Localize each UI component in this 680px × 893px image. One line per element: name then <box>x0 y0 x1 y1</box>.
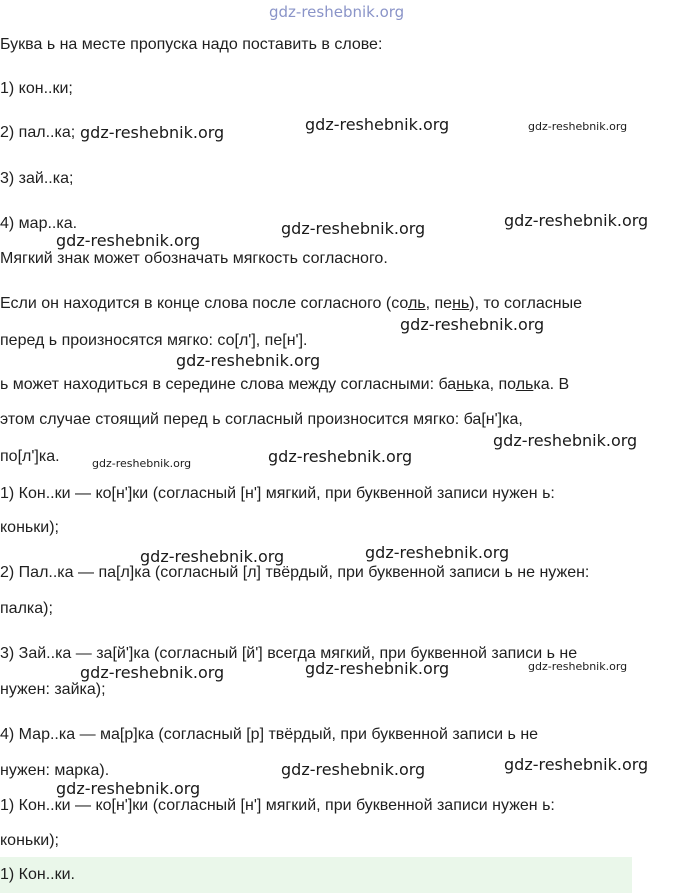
option-3: 3) зай..ка; <box>0 170 74 187</box>
watermark: gdz-reshebnik.org <box>56 231 201 250</box>
underlined-soft-sign: ль <box>407 295 426 312</box>
watermark: gdz-reshebnik.org <box>281 219 426 238</box>
underlined-soft-sign: нь <box>452 295 470 312</box>
explanation-p1: Мягкий знак может обозначать мягкость согласного. <box>0 250 388 267</box>
watermark: gdz-reshebnik.org <box>56 779 201 798</box>
watermark-header: gdz-reshebnik.org <box>269 3 405 21</box>
option-1: 1) кон..ки; <box>0 80 73 97</box>
question-title: Буква ь на месте пропуска надо поставить в слове: <box>0 36 383 53</box>
underlined-soft-sign: нь <box>456 376 474 393</box>
underlined-soft-sign: ль <box>515 376 534 393</box>
watermark: gdz-reshebnik.org <box>281 760 426 779</box>
explanation-p2-line2: перед ь произносятся мягко: со[л'], пе[н']. <box>0 332 308 349</box>
analysis-1-line2: коньки); <box>0 519 59 536</box>
watermark: gdz-reshebnik.org <box>268 447 413 466</box>
option-2: 2) пал..ка; <box>0 124 76 141</box>
option-4: 4) мар..ка. <box>0 215 78 232</box>
explanation-p3-line2: этом случае стоящий перед ь согласный произносится мягко: ба[н']ка, <box>0 411 523 428</box>
analysis-3-line2: нужен: зайка); <box>0 681 106 698</box>
analysis-4-line1: 4) Мар..ка — ма[р]ка (согласный [р] твёрдый, при буквенной записи ь не <box>0 726 539 743</box>
explanation-p3-line1: ь может находиться в середине слова между согласными: банька, полька. В <box>0 376 570 393</box>
watermark: gdz-reshebnik.org <box>528 120 628 133</box>
watermark: gdz-reshebnik.org <box>504 211 649 230</box>
watermark: gdz-reshebnik.org <box>493 431 638 450</box>
analysis-3-line1: 3) Зай..ка — за[й']ка (согласный [й'] всегда мягкий, при буквенной записи ь не <box>0 645 578 662</box>
watermark: gdz-reshebnik.org <box>528 660 628 673</box>
explanation-p3-line3: по[л']ка. <box>0 448 60 465</box>
watermark: gdz-reshebnik.org <box>92 457 192 470</box>
analysis-1-line1: 1) Кон..ки — ко[н']ки (согласный [н'] мягкий, при буквенной записи нужен ь: <box>0 485 555 502</box>
conclusion-line2: коньки); <box>0 832 59 849</box>
analysis-2-line1: 2) Пал..ка — па[л]ка (согласный [л] твёрдый, при буквенной записи ь не нужен: <box>0 564 590 581</box>
watermark: gdz-reshebnik.org <box>305 659 450 678</box>
answer-text: 1) Кон..ки. <box>0 866 75 883</box>
watermark: gdz-reshebnik.org <box>400 315 545 334</box>
analysis-4-line2: нужен: марка). <box>0 762 110 779</box>
watermark: gdz-reshebnik.org <box>365 543 510 562</box>
analysis-2-line2: палка); <box>0 600 53 617</box>
explanation-p2-line1: Если он находится в конце слова после согласного (соль, пень), то согласные <box>0 295 582 312</box>
watermark: gdz-reshebnik.org <box>504 755 649 774</box>
watermark: gdz-reshebnik.org <box>80 123 225 142</box>
conclusion-line1: 1) Кон..ки — ко[н']ки (согласный [н'] мягкий, при буквенной записи нужен ь: <box>0 797 555 814</box>
watermark: gdz-reshebnik.org <box>305 115 450 134</box>
watermark: gdz-reshebnik.org <box>140 547 285 566</box>
watermark: gdz-reshebnik.org <box>80 663 225 682</box>
watermark: gdz-reshebnik.org <box>176 351 321 370</box>
answer-box <box>0 857 632 893</box>
